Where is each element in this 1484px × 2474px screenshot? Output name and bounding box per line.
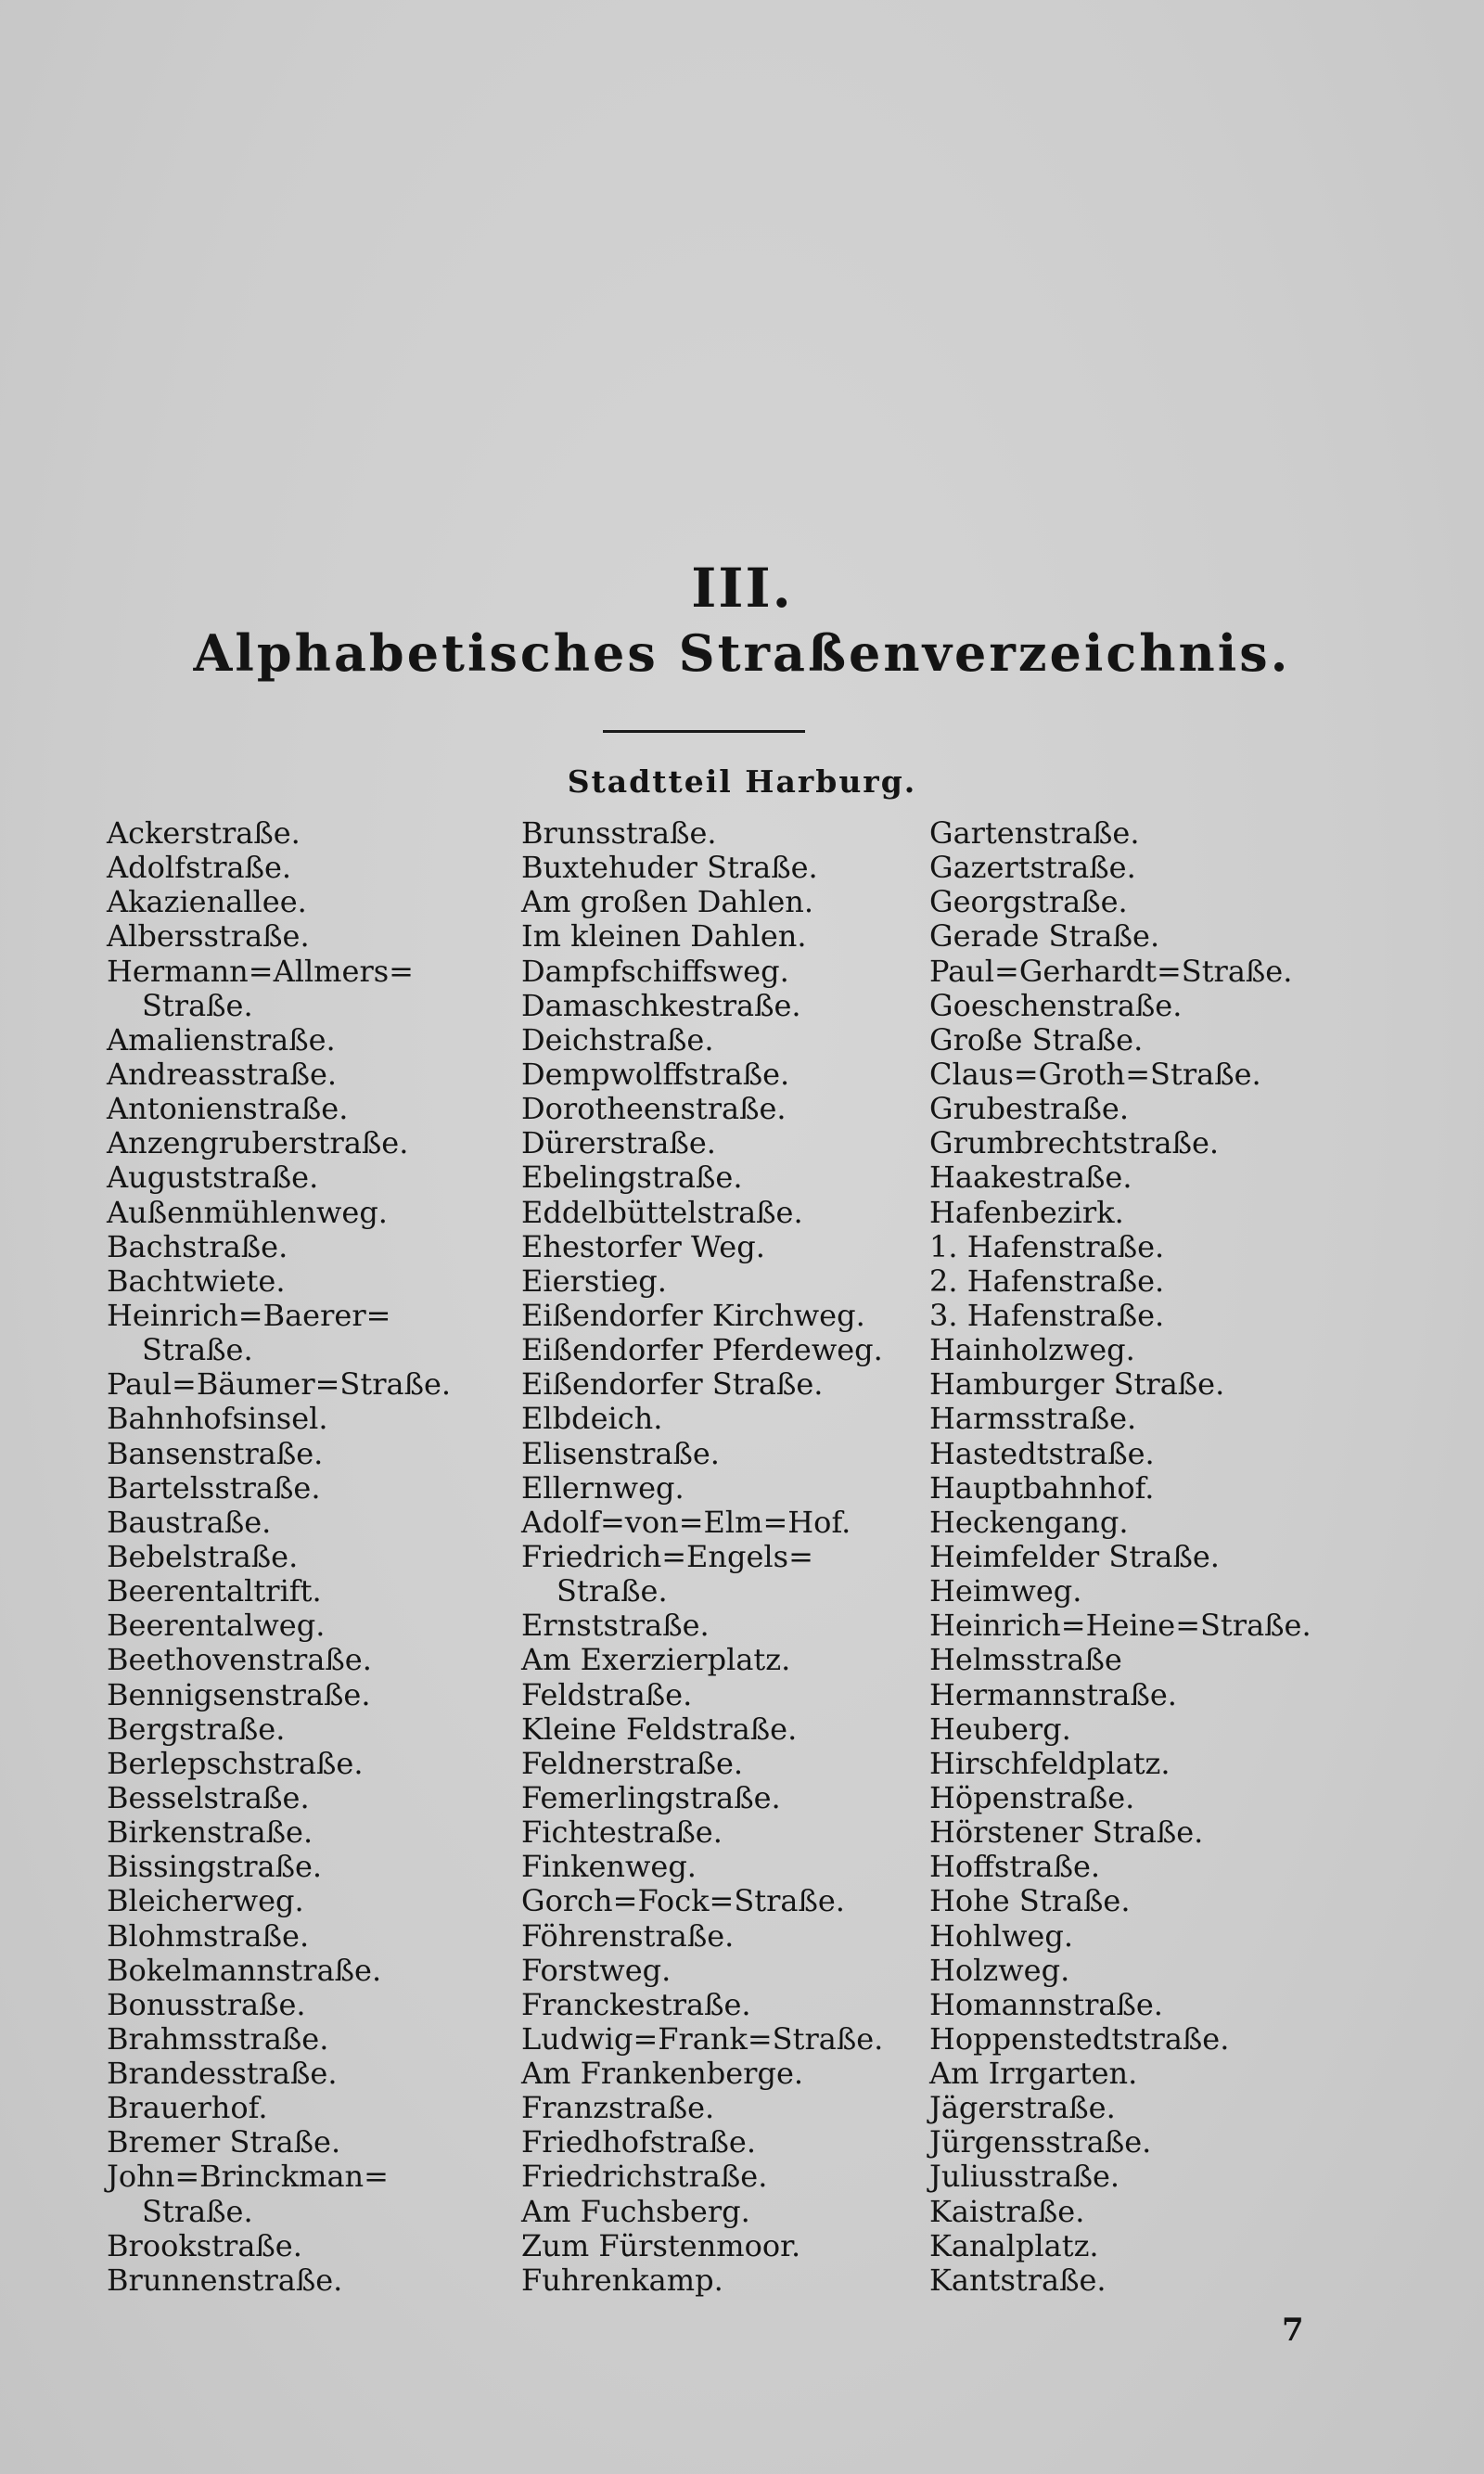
district-heading: Stadtteil Harburg.	[567, 763, 917, 800]
street-entry: Antonienstraße.	[107, 1091, 349, 1127]
street-entry: Ehestorfer Weg.	[521, 1228, 765, 1264]
street-entry: Franzstraße.	[521, 2090, 715, 2126]
street-entry: Finkenweg.	[521, 1849, 697, 1885]
street-entry: Ebelingstraße.	[521, 1160, 743, 1196]
street-entry: Straße.	[142, 2193, 253, 2229]
street-entry: Dempwolffstraße.	[521, 1056, 790, 1092]
street-entry: Claus=Groth=Straße.	[929, 1056, 1261, 1092]
street-entry: Harmsstraße.	[929, 1401, 1137, 1437]
street-entry: Brunsstraße.	[521, 815, 717, 851]
street-entry: Brunnenstraße.	[107, 2262, 343, 2298]
street-entry: Friedrich=Engels=	[521, 1538, 813, 1574]
street-entry: Bachstraße.	[107, 1228, 288, 1264]
street-entry: Kanalplatz.	[929, 2227, 1099, 2263]
street-entry: Straße.	[142, 987, 253, 1023]
title-divider	[603, 730, 805, 733]
street-entry: Hoppenstedtstraße.	[929, 2020, 1230, 2057]
street-entry: Anzengruberstraße.	[107, 1125, 409, 1161]
street-entry: Außenmühlenweg.	[107, 1194, 388, 1230]
street-entry: Buxtehuder Straße.	[521, 850, 818, 886]
street-entry: Straße.	[142, 1332, 253, 1368]
street-entry: Akazienallee.	[107, 884, 307, 920]
street-entry: Paul=Gerhardt=Straße.	[929, 953, 1293, 989]
street-entry: Kantstraße.	[929, 2262, 1107, 2298]
street-entry: Haakestraße.	[929, 1160, 1132, 1196]
street-entry: Kaistraße.	[929, 2193, 1085, 2229]
street-entry: Forstweg.	[521, 1952, 672, 1988]
street-entry: 1. Hafenstraße.	[929, 1228, 1165, 1264]
street-entry: Bissingstraße.	[107, 1849, 323, 1885]
street-entry: Albersstraße.	[107, 918, 310, 955]
street-entry: Bartelsstraße.	[107, 1469, 321, 1506]
street-entry: Andreasstraße.	[107, 1056, 338, 1092]
street-entry: Bennigsenstraße.	[107, 1676, 371, 1712]
street-entry: Juliusstraße.	[929, 2159, 1120, 2195]
street-entry: Bachtwiete.	[107, 1263, 286, 1299]
street-entry: Am Exerzierplatz.	[521, 1642, 791, 1678]
street-entry: Besselstraße.	[107, 1779, 310, 1815]
street-entry: Homannstraße.	[929, 1986, 1163, 2022]
street-entry: Fichtestraße.	[521, 1814, 723, 1851]
chapter-number: III.	[691, 557, 793, 620]
street-entry: Bonusstraße.	[107, 1986, 306, 2022]
street-entry: Brauerhof.	[107, 2090, 268, 2126]
street-entry: Am Irrgarten.	[929, 2056, 1138, 2092]
street-entry: Berlepschstraße.	[107, 1745, 364, 1781]
street-entry: Hörstener Straße.	[929, 1814, 1204, 1851]
street-entry: Gartenstraße.	[929, 815, 1140, 851]
street-entry: Am Fuchsberg.	[521, 2193, 750, 2229]
street-entry: Hastedtstraße.	[929, 1435, 1155, 1471]
street-entry: Dürerstraße.	[521, 1125, 716, 1161]
street-entry: Grubestraße.	[929, 1091, 1130, 1127]
street-entry: Adolfstraße.	[107, 850, 292, 886]
street-entry: Amalienstraße.	[107, 1021, 336, 1058]
street-entry: Am Frankenberge.	[521, 2056, 804, 2092]
street-entry: Heinrich=Baerer=	[107, 1297, 391, 1333]
street-entry: Bleicherweg.	[107, 1883, 304, 1919]
street-entry: Fuhrenkamp.	[521, 2262, 723, 2298]
street-entry: Hohlweg.	[929, 1917, 1073, 1954]
street-entry: Bokelmannstraße.	[107, 1952, 382, 1988]
street-entry: Bahnhofsinsel.	[107, 1401, 328, 1437]
street-entry: Heuberg.	[929, 1711, 1071, 1747]
street-entry: Friedrichstraße.	[521, 2159, 768, 2195]
street-entry: Heckengang.	[929, 1504, 1129, 1540]
street-entry: Gerade Straße.	[929, 918, 1160, 955]
street-entry: Beethovenstraße.	[107, 1642, 372, 1678]
street-column-3	[929, 816, 1311, 2298]
street-entry: Heimfelder Straße.	[929, 1538, 1220, 1574]
street-entry: Adolf=von=Elm=Hof.	[521, 1504, 851, 1540]
street-entry: John=Brinckman=	[107, 2159, 389, 2195]
street-entry: Femerlingstraße.	[521, 1779, 781, 1815]
street-entry: Ernststraße.	[521, 1608, 710, 1644]
street-entry: Bebelstraße.	[107, 1538, 299, 1574]
street-entry: Brandesstraße.	[107, 2056, 338, 2092]
street-entry: Helmsstraße	[929, 1642, 1122, 1678]
street-entry: Hainholzweg.	[929, 1332, 1135, 1368]
street-column-2	[521, 816, 883, 2298]
street-entry: Beerentalweg.	[107, 1608, 326, 1644]
street-entry: Höpenstraße.	[929, 1779, 1135, 1815]
street-entry: Holzweg.	[929, 1952, 1070, 1988]
street-entry: Gorch=Fock=Straße.	[521, 1883, 845, 1919]
street-entry: Bansenstraße.	[107, 1435, 324, 1471]
street-entry: Goeschenstraße.	[929, 987, 1183, 1023]
street-entry: Dampfschiffsweg.	[521, 953, 789, 989]
street-entry: Straße.	[556, 1573, 668, 1609]
street-entry: Hoffstraße.	[929, 1849, 1101, 1885]
street-entry: Ludwig=Frank=Straße.	[521, 2020, 884, 2057]
street-entry: Jürgensstraße.	[929, 2124, 1152, 2160]
street-entry: Eißendorfer Straße.	[521, 1366, 824, 1403]
street-entry: Eddelbüttelstraße.	[521, 1194, 803, 1230]
street-entry: Friedhofstraße.	[521, 2124, 757, 2160]
street-entry: Hauptbahnhof.	[929, 1469, 1155, 1506]
street-entry: Kleine Feldstraße.	[521, 1711, 798, 1747]
street-entry: 3. Hafenstraße.	[929, 1297, 1165, 1333]
street-entry: Große Straße.	[929, 1021, 1144, 1058]
street-entry: Paul=Bäumer=Straße.	[107, 1366, 452, 1403]
street-entry: Hamburger Straße.	[929, 1366, 1225, 1403]
street-entry: Birkenstraße.	[107, 1814, 313, 1851]
street-entry: Georgstraße.	[929, 884, 1128, 920]
street-entry: Jägerstraße.	[929, 2090, 1116, 2126]
street-entry: Beerentaltrift.	[107, 1573, 322, 1609]
page-number: 7	[1282, 2312, 1304, 2349]
street-entry: Föhrenstraße.	[521, 1917, 735, 1954]
street-entry: Hohe Straße.	[929, 1883, 1131, 1919]
street-entry: Eißendorfer Pferdeweg.	[521, 1332, 883, 1368]
street-entry: Hirschfeldplatz.	[929, 1745, 1171, 1781]
street-entry: Eierstieg.	[521, 1263, 667, 1299]
street-entry: Blohmstraße.	[107, 1917, 310, 1954]
street-entry: Elbdeich.	[521, 1401, 663, 1437]
street-entry: Im kleinen Dahlen.	[521, 918, 807, 955]
street-entry: Dorotheenstraße.	[521, 1091, 787, 1127]
street-entry: Feldnerstraße.	[521, 1745, 744, 1781]
street-entry: Hafenbezirk.	[929, 1194, 1124, 1230]
street-entry: Franckestraße.	[521, 1986, 751, 2022]
street-entry: Feldstraße.	[521, 1676, 693, 1712]
street-entry: Heimweg.	[929, 1573, 1082, 1609]
street-entry: Bremer Straße.	[107, 2124, 341, 2160]
street-entry: 2. Hafenstraße.	[929, 1263, 1165, 1299]
street-entry: Bergstraße.	[107, 1711, 286, 1747]
street-entry: Gazertstraße.	[929, 850, 1136, 886]
street-entry: Ackerstraße.	[107, 815, 301, 851]
street-entry: Hermann=Allmers=	[107, 953, 414, 989]
street-entry: Hermannstraße.	[929, 1676, 1177, 1712]
street-entry: Am großen Dahlen.	[521, 884, 814, 920]
street-entry: Ellernweg.	[521, 1469, 684, 1506]
street-entry: Grumbrechtstraße.	[929, 1125, 1220, 1161]
street-column-1	[107, 816, 451, 2298]
street-entry: Baustraße.	[107, 1504, 272, 1540]
street-entry: Elisenstraße.	[521, 1435, 720, 1471]
street-entry: Damaschkestraße.	[521, 987, 801, 1023]
street-entry: Brahmsstraße.	[107, 2020, 329, 2057]
street-entry: Auguststraße.	[107, 1160, 319, 1196]
street-entry: Heinrich=Heine=Straße.	[929, 1608, 1311, 1644]
street-entry: Eißendorfer Kirchweg.	[521, 1297, 865, 1333]
street-entry: Brookstraße.	[107, 2227, 302, 2263]
street-entry: Deichstraße.	[521, 1021, 714, 1058]
page-title: Alphabetisches Straßenverzeichnis.	[193, 623, 1291, 683]
street-entry: Zum Fürstenmoor.	[521, 2227, 801, 2263]
